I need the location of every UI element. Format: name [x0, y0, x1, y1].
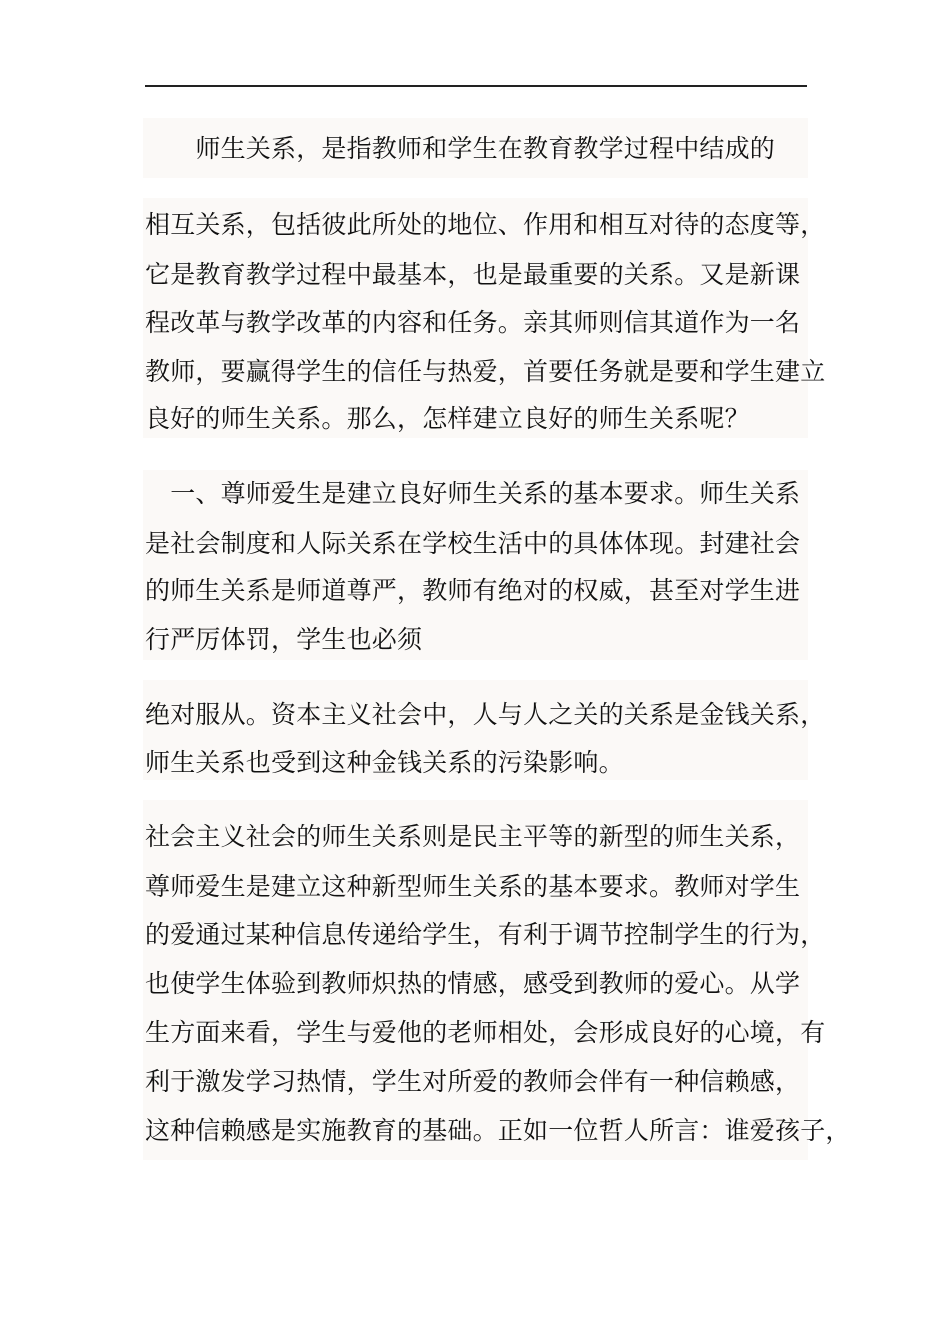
text-line: 社会主义社会的师生关系则是民主平等的新型的师生关系，: [145, 822, 801, 851]
text-line: 师生关系，是指教师和学生在教育教学过程中结成的: [145, 134, 776, 163]
text-line: 行严厉体罚，学生也必须: [145, 625, 423, 654]
text-line: 的师生关系是师道尊严，教师有绝对的权威，甚至对学生进: [145, 576, 801, 605]
text-line: 这种信赖感是实施教育的基础。正如一位哲人所言：谁爱孩子，: [145, 1116, 851, 1145]
text-line: 的爱通过某种信息传递给学生，有利于调节控制学生的行为，: [145, 920, 826, 949]
text-line: 程改革与教学改革的内容和任务。亲其师则信其道作为一名: [145, 308, 801, 337]
text-line: 它是教育教学过程中最基本，也是最重要的关系。又是新课: [145, 260, 801, 289]
header-rule: [145, 85, 807, 87]
text-line: 良好的师生关系。那么，怎样建立良好的师生关系呢？: [145, 404, 750, 433]
text-line: 绝对服从。资本主义社会中，人与人之关的关系是金钱关系，: [145, 700, 826, 729]
text-line: 是社会制度和人际关系在学校生活中的具体体现。封建社会: [145, 529, 801, 558]
text-line: 一、尊师爱生是建立良好师生关系的基本要求。师生关系: [145, 479, 801, 508]
text-line: 利于激发学习热情，学生对所爱的教师会伴有一种信赖感，: [145, 1067, 801, 1096]
text-line: 也使学生体验到教师炽热的情感，感受到教师的爱心。从学: [145, 969, 801, 998]
text-line: 相互关系，包括彼此所处的地位、作用和相互对待的态度等，: [145, 210, 826, 239]
text-line: 教师，要赢得学生的信任与热爱，首要任务就是要和学生建立: [145, 357, 826, 386]
text-line: 尊师爱生是建立这种新型师生关系的基本要求。教师对学生: [145, 872, 801, 901]
text-line: 生方面来看，学生与爱他的老师相处，会形成良好的心境，有: [145, 1018, 826, 1047]
text-line: 师生关系也受到这种金钱关系的污染影响。: [145, 748, 624, 777]
